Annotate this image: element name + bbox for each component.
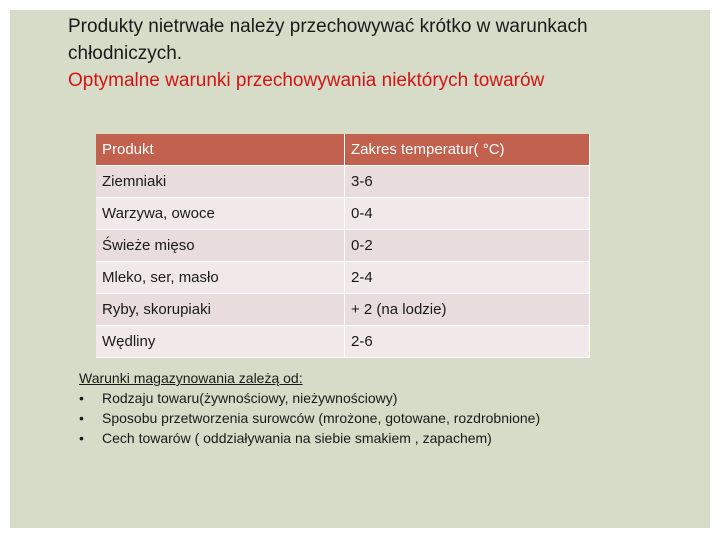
table-row	[96, 166, 590, 198]
list-item	[79, 408, 619, 428]
cell-temperature: 0-4	[345, 198, 590, 230]
storage-table	[96, 134, 590, 358]
bullet-marker: •	[79, 410, 84, 426]
table-row	[96, 230, 590, 262]
table-row	[96, 198, 590, 230]
heading-line: Produkty nietrwałe należy przechowywać krótko w warunkach chłodniczych.	[68, 16, 588, 64]
cell-product: Ziemniaki	[96, 166, 345, 198]
list-item-text: Cech towarów ( oddziaływania na siebie smakiem , zapachem)	[102, 430, 492, 446]
bullet-marker: •	[79, 390, 84, 406]
table-header-row	[96, 134, 590, 166]
storage-notes	[79, 368, 619, 448]
cell-temperature: 2-6	[345, 326, 590, 358]
notes-intro: Warunki magazynowania zależą od:	[79, 370, 303, 386]
heading-subtitle: Optymalne warunki przechowywania niektórych towarów	[68, 70, 545, 91]
table-row	[96, 294, 590, 326]
list-item-text: Rodzaju towaru(żywnościowy, nieżywnościowy)	[102, 390, 398, 406]
list-item-text: Sposobu przetworzenia surowców (mrożone, gotowane, rozdrobnione)	[102, 410, 541, 426]
heading	[68, 13, 628, 94]
table-row	[96, 262, 590, 294]
list-item	[79, 428, 619, 448]
cell-product: Ryby, skorupiaki	[96, 294, 345, 326]
cell-product: Wędliny	[96, 326, 345, 358]
cell-temperature: 3-6	[345, 166, 590, 198]
header-product: Produkt	[96, 134, 345, 166]
cell-temperature: 0-2	[345, 230, 590, 262]
cell-product: Mleko, ser, masło	[96, 262, 345, 294]
notes-list	[79, 388, 619, 448]
header-temperature: Zakres temperatur( °C)	[345, 134, 590, 166]
table-row	[96, 326, 590, 358]
cell-product: Świeże mięso	[96, 230, 345, 262]
cell-product: Warzywa, owoce	[96, 198, 345, 230]
cell-temperature: 2-4	[345, 262, 590, 294]
cell-temperature: + 2 (na lodzie)	[345, 294, 590, 326]
bullet-marker: •	[79, 430, 84, 446]
list-item	[79, 388, 619, 408]
